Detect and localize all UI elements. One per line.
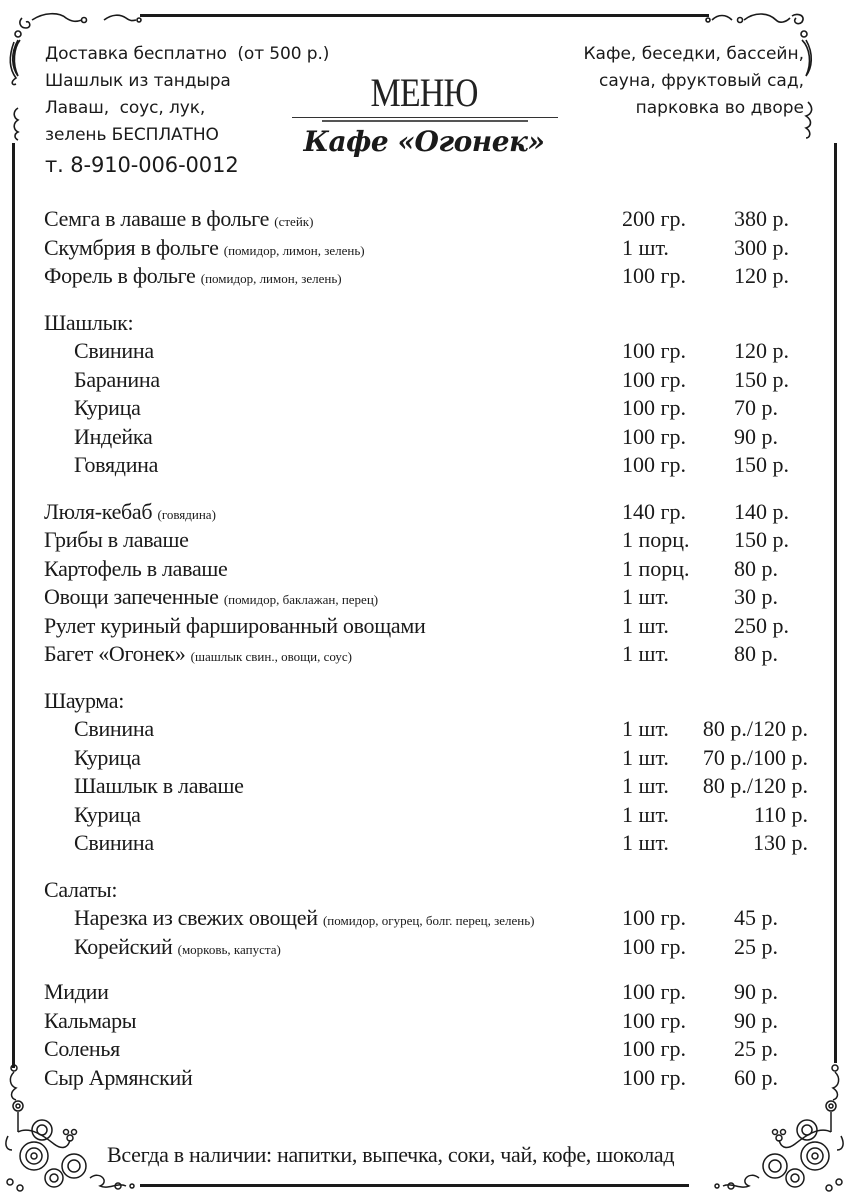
item-price: 120 р. — [734, 338, 789, 363]
menu-item — [44, 337, 814, 366]
item-quantity: 1 шт. — [622, 801, 669, 827]
menu-item — [44, 904, 814, 933]
menu-item — [44, 423, 814, 452]
menu-item — [44, 1007, 814, 1036]
item-quantity: 200 гр. — [622, 206, 687, 231]
item-quantity: 100 гр. — [622, 979, 687, 1004]
menu-item — [44, 744, 814, 773]
cafe-name: Кафе «Огонек» — [303, 125, 545, 158]
item-price: 250 р. — [734, 612, 789, 638]
item-price: 140 р. — [734, 498, 789, 524]
item-note: (шашлык свин., овощи, соус) — [190, 649, 352, 664]
item-quantity: 1 порц. — [622, 527, 690, 552]
item-quantity: 1 шт. — [622, 584, 669, 609]
item-name: Скумбрия в фольге — [44, 234, 219, 260]
amenities-line: Кафе, беседки, бассейн, — [583, 44, 804, 64]
item-quantity: 1 шт. — [622, 716, 669, 741]
frame-border-top — [140, 14, 709, 17]
phone-number[interactable]: т. 8-910-006-0012 — [45, 153, 239, 177]
item-quantity: 100 гр. — [622, 338, 687, 363]
item-price: 90 р. — [734, 1007, 778, 1033]
menu-item — [44, 612, 814, 641]
item-quantity: 100 гр. — [622, 905, 687, 930]
item-price: 90 р. — [734, 979, 778, 1004]
free-greens-info: зелень БЕСПЛАТНО — [45, 125, 219, 145]
item-note: (морковь, капуста) — [177, 941, 281, 957]
item-price: 30 р. — [734, 584, 778, 609]
item-name: Курица — [74, 395, 141, 420]
item-price: 150 р. — [734, 527, 789, 552]
section-heading-salads — [44, 876, 814, 905]
item-name: Свинина — [74, 338, 154, 363]
item-quantity: 1 шт. — [622, 830, 669, 855]
menu-item — [44, 801, 814, 830]
item-name: Шашлык в лаваше — [74, 773, 244, 798]
item-quantity: 140 гр. — [622, 498, 687, 524]
item-price: 110 р. — [753, 801, 808, 827]
item-price: 130 р. — [753, 830, 808, 855]
item-quantity: 100 гр. — [622, 1036, 687, 1061]
section-heading-shawarma — [44, 687, 814, 716]
menu-item — [44, 498, 814, 527]
item-name: Курица — [74, 744, 141, 770]
menu-item — [44, 829, 814, 858]
item-price: 60 р. — [734, 1064, 778, 1090]
amenities-line: сауна, фруктовый сад, — [599, 71, 804, 91]
item-price: 80 р./120 р. — [702, 716, 808, 741]
item-name: Корейский — [74, 933, 173, 959]
item-price: 70 р. — [734, 395, 778, 420]
item-quantity: 1 шт. — [622, 612, 669, 638]
item-name: Баранина — [74, 366, 160, 392]
frame-border-left — [12, 143, 15, 1068]
item-name: Рулет куриный фаршированный овощами — [44, 612, 426, 638]
item-price: 45 р. — [734, 905, 778, 930]
menu-item — [44, 1035, 814, 1064]
item-name: Кальмары — [44, 1007, 137, 1033]
item-name: Соленья — [44, 1036, 120, 1061]
item-note: (помидор, лимон, зелень) — [223, 242, 365, 258]
menu-list — [44, 205, 814, 1092]
item-note: (говядина) — [157, 506, 216, 522]
item-note: (помидор, лимон, зелень) — [200, 271, 342, 286]
amenities-line: парковка во дворе — [635, 98, 804, 118]
menu-item — [44, 366, 814, 395]
menu-item — [44, 451, 814, 480]
title-block — [290, 70, 558, 158]
page-title: МЕНЮ — [370, 70, 478, 115]
item-quantity: 100 гр. — [622, 1007, 687, 1033]
item-quantity: 100 гр. — [622, 366, 687, 392]
menu-item — [44, 583, 814, 612]
menu-item — [44, 205, 814, 234]
item-quantity: 100 гр. — [622, 1064, 687, 1090]
item-quantity: 1 шт. — [622, 641, 669, 666]
item-name: Люля-кебаб — [44, 498, 153, 524]
menu-item — [44, 394, 814, 423]
item-price: 80 р./120 р. — [702, 773, 808, 798]
item-quantity: 100 гр. — [622, 933, 687, 959]
item-name: Багет «Огонек» — [44, 641, 186, 666]
item-quantity: 1 шт. — [622, 234, 669, 260]
item-price: 80 р. — [734, 641, 778, 666]
item-price: 300 р. — [734, 234, 789, 260]
item-name: Картофель в лаваше — [44, 555, 228, 581]
section-heading: Шашлык: — [44, 309, 134, 335]
header-info-left — [45, 41, 329, 182]
frame-border-right — [834, 143, 837, 1063]
item-price: 380 р. — [734, 206, 789, 231]
item-price: 90 р. — [734, 423, 778, 449]
free-extras-info: Лаваш, соус, лук, — [45, 98, 206, 118]
item-quantity: 1 порц. — [622, 555, 690, 581]
menu-item — [44, 262, 814, 291]
item-price: 150 р. — [734, 452, 789, 477]
item-price: 70 р./100 р. — [702, 744, 808, 770]
menu-item — [44, 978, 814, 1007]
menu-item — [44, 772, 814, 801]
item-note: (помидор, огурец, болг. перец, зелень) — [322, 913, 535, 928]
item-name: Индейка — [74, 423, 153, 449]
item-note: (стейк) — [274, 214, 314, 229]
item-name: Семга в лаваше в фольге — [44, 206, 270, 231]
item-name: Мидии — [44, 979, 109, 1004]
item-price: 80 р. — [734, 555, 778, 581]
item-quantity: 1 шт. — [622, 744, 669, 770]
item-name: Форель в фольге — [44, 263, 196, 288]
delivery-info: Доставка бесплатно (от 500 р.) — [45, 44, 330, 64]
frame-border-bottom — [140, 1184, 689, 1187]
menu-item — [44, 526, 814, 555]
menu-item — [44, 715, 814, 744]
item-name: Грибы в лаваше — [44, 527, 189, 552]
menu-item — [44, 933, 814, 962]
item-quantity: 100 гр. — [622, 452, 687, 477]
menu-item — [44, 1064, 814, 1093]
item-quantity: 100 гр. — [622, 263, 687, 288]
item-name: Нарезка из свежих овощей — [74, 905, 318, 930]
item-price: 25 р. — [734, 933, 778, 959]
menu-item — [44, 640, 814, 669]
item-price: 25 р. — [734, 1036, 778, 1061]
section-heading: Шаурма: — [44, 687, 125, 713]
item-note: (помидор, баклажан, перец) — [223, 592, 379, 607]
item-name: Курица — [74, 801, 141, 827]
menu-item — [44, 234, 814, 263]
item-name: Свинина — [74, 830, 154, 855]
footer-always-available: Всегда в наличии: напитки, выпечка, соки, чай, кофе, шоколад — [107, 1142, 675, 1167]
section-heading: Салаты: — [44, 876, 118, 902]
item-quantity: 100 гр. — [622, 395, 687, 420]
header-info-right — [583, 41, 804, 122]
title-divider — [292, 117, 558, 118]
item-quantity: 100 гр. — [622, 423, 687, 449]
item-name: Овощи запеченные — [44, 584, 219, 609]
item-price: 150 р. — [734, 366, 789, 392]
item-price: 120 р. — [734, 263, 789, 288]
item-name: Свинина — [74, 716, 154, 741]
item-quantity: 1 шт. — [622, 773, 669, 798]
item-name: Сыр Армянский — [44, 1064, 193, 1090]
section-heading-shashlik — [44, 309, 814, 338]
tandoor-info: Шашлык из тандыра — [45, 71, 231, 91]
menu-item — [44, 555, 814, 584]
item-name: Говядина — [74, 452, 159, 477]
